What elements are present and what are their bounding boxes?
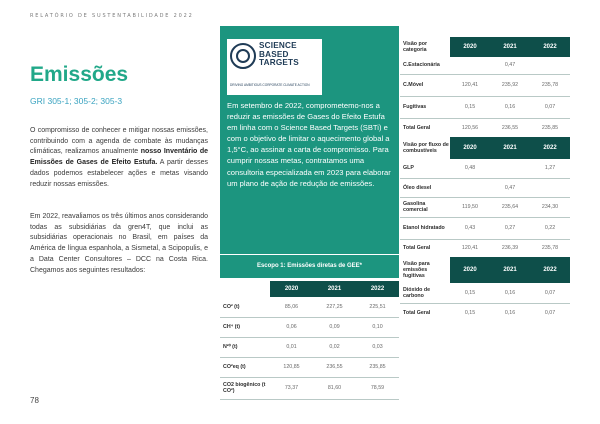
table-row: Óleo diesel 0,47 [400,178,570,197]
table-row: CH⁴ (t) 0,06 0,09 0,10 [220,317,399,337]
sbti-logo-text: SCIENCE BASED TARGETS [259,41,299,67]
sbti-inner-ring-icon [236,49,250,63]
table-row: Gasolina comercial 119,50 235,64 234,30 [400,197,570,217]
table-total-row: Total Geral 0,15 0,16 0,07 [400,303,570,323]
table-row: C.Estacionária 0,47 [400,57,570,74]
body-paragraph-1: O compromisso de conhecer e mitigar nossas emissões, contribuindo com a agenda de combate às mudanças climáticas, realizamos anualmente nosso Inventário de Emissões de Gases de Efeito Estufa. A partir desses dados podemos estabelecer ações e metas visando reduzir nossas emissões. [30,127,209,188]
escopo1-table [220,281,399,400]
report-header: RELATÓRIO DE SUSTENTABILIDADE 2022 [30,13,194,19]
table-row: C.Móvel 120,41 235,92 235,78 [400,74,570,96]
table-row: N²⁰ (t) 0,01 0,02 0,03 [220,337,399,357]
fugitive-header-row: Visão para emissões fugitivas 2020 2021 2022 [400,257,570,283]
table-row: Dióxido de carbono 0,15 0,16 0,07 [400,283,570,303]
body-paragraph-2: Em 2022, reavaliamos os três últimos anos considerando todas as subsidiárias da gren4T, que inclui as subsidiárias operacionais no Brasil, em países da América de língua espanhola, a Sismetal, a Scipopulis, e a Data Center Consultores – DCC na Costa Rica. Chegamos aos seguintes resultados: [30,213,208,274]
gri-reference: GRI 305-1; 305-2; 305-3 [30,96,123,106]
table-total-row: Total Geral 120,56 236,55 235,85 [400,118,570,138]
table-row: CO²eq (t) 120,85 236,55 235,85 [220,357,399,377]
fugitive-table [400,257,570,323]
sbti-logo [227,39,322,95]
table-row: Fugitivas 0,15 0,16 0,07 [400,96,570,118]
table-row: Etanol hidratado 0,43 0,27 0,22 [400,217,570,239]
category-header-row: Visão por categoria 2020 2021 2022 [400,37,570,57]
page-number: 78 [30,396,39,405]
sbti-tagline: DRIVING AMBITIOUS CORPORATE CLIMATE ACTION [230,83,310,87]
table-row: CO2 biogênico (t CO²) 73,37 81,60 78,59 [220,377,399,399]
fuel-header-row: Visão por fluxo de combustíveis 2020 2021 2022 [400,137,570,159]
table-row: GLP 0,48 1,27 [400,159,570,178]
page-title: Emissões [30,63,129,86]
category-table [400,37,570,138]
table-row: CO² (t) 85,06 227,25 225,51 [220,297,399,317]
fuel-table [400,137,570,257]
escopo1-header-row: 2020 2021 2022 [220,281,399,297]
sbti-panel-text: Em setembro de 2022, comprometemo-nos a reduzir as emissões de Gases do Efeito Estufa em linha com o Science Based Targets (SBTi) e com o objetivo de limitar o aquecimento global a 1,5°C, ao assinar a carta de compromisso. Para cumprir nossas metas, contratamos uma consultoria especializada em 2023 para elaborar um plano de ação de redução de emissões. [227,101,391,188]
table-total-row: Total Geral 120,41 236,39 235,78 [400,239,570,257]
escopo1-heading: Escopo 1: Emissões diretas de GEE* [220,255,399,278]
